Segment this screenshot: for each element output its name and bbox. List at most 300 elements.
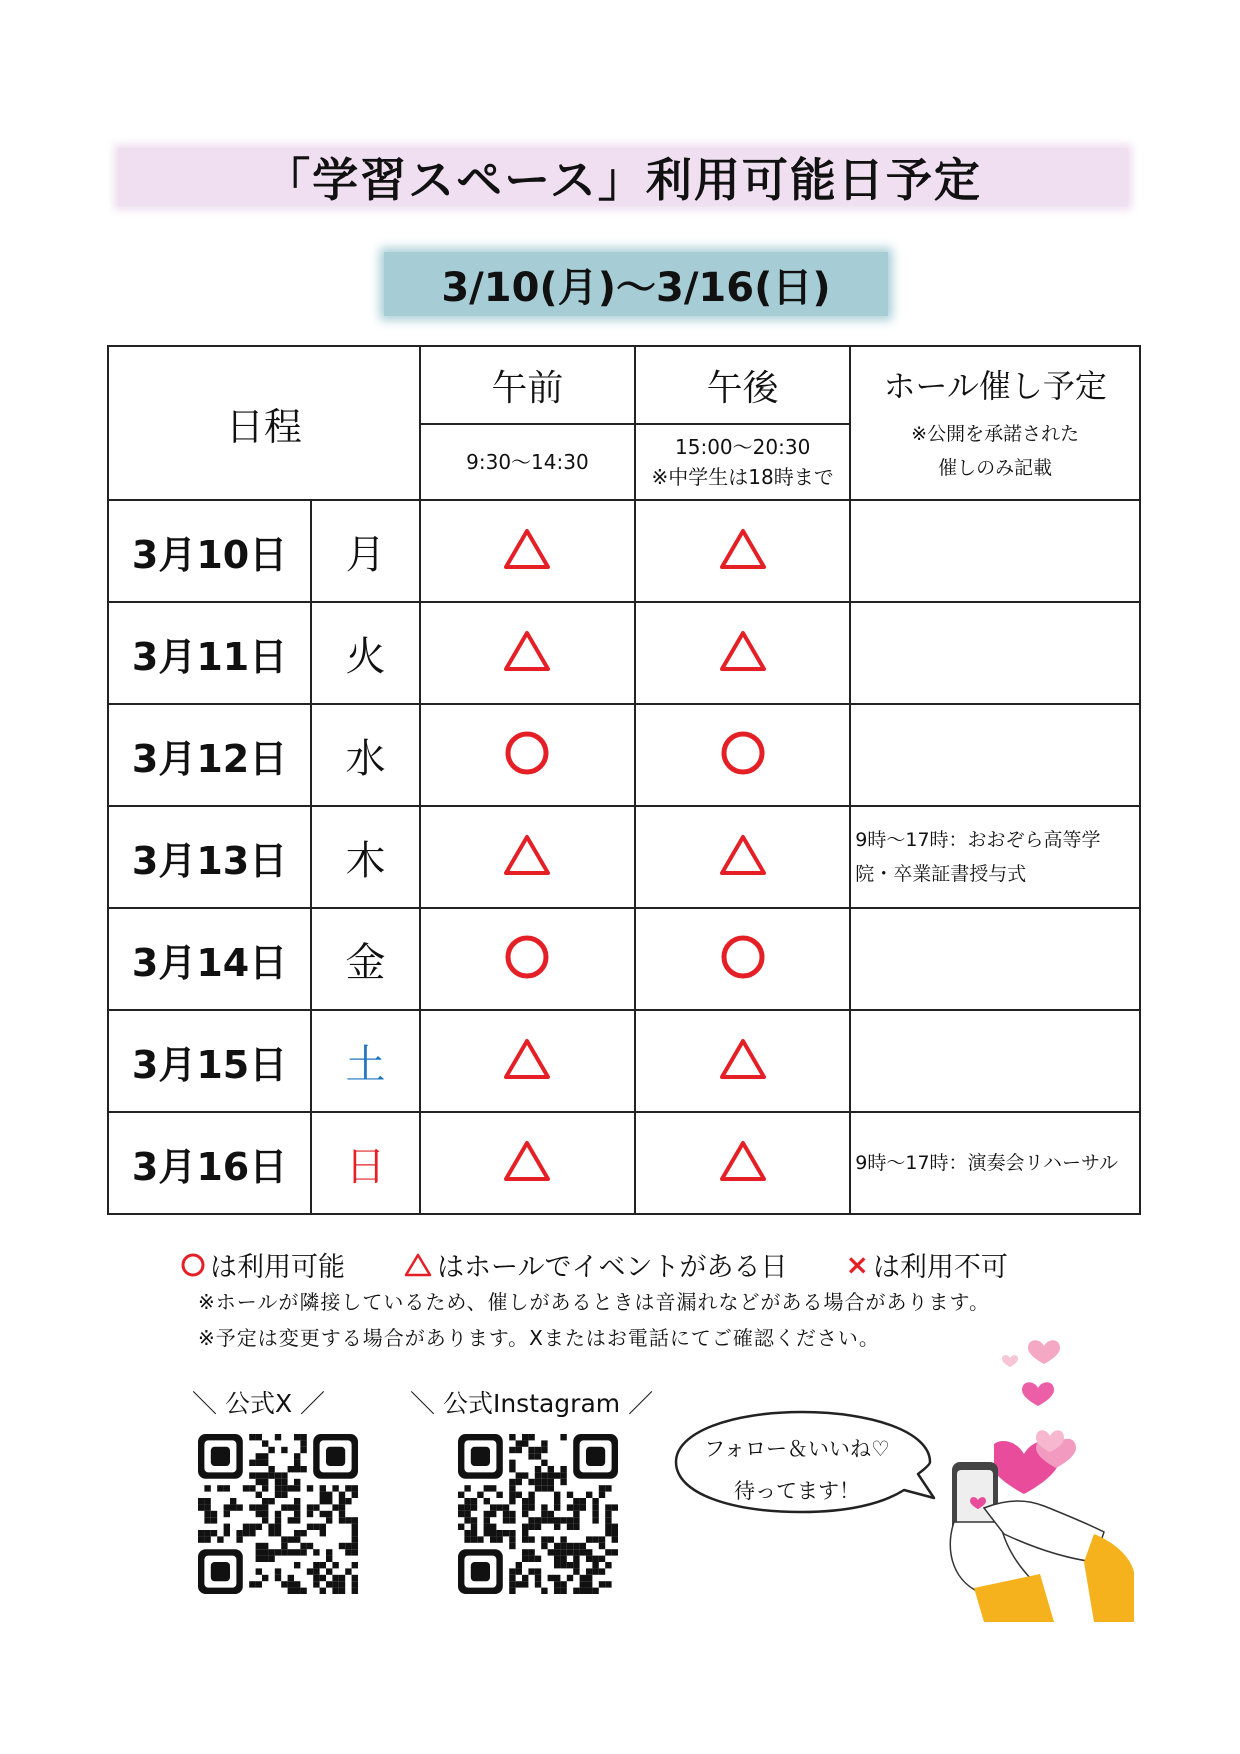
triangle-mark-icon xyxy=(717,526,769,572)
qr-module xyxy=(458,1492,464,1498)
qr-finder-pattern xyxy=(211,1562,230,1581)
qr-module xyxy=(332,1575,338,1581)
qr-module xyxy=(535,1485,541,1491)
qr-module xyxy=(320,1492,326,1498)
qr-module xyxy=(535,1524,541,1530)
qr-module xyxy=(535,1466,541,1472)
qr-module xyxy=(496,1536,502,1542)
qr-module xyxy=(528,1504,534,1510)
qr-module xyxy=(490,1485,496,1491)
qr-module xyxy=(522,1575,528,1581)
qr-module xyxy=(307,1568,313,1574)
qr-module xyxy=(339,1588,345,1594)
qr-module xyxy=(580,1543,586,1549)
qr-module xyxy=(612,1524,618,1530)
date-range: 3/10(月)〜3/16(日) xyxy=(441,264,831,311)
x-qr-code-icon[interactable] xyxy=(198,1434,358,1594)
schedule-table xyxy=(107,345,1141,1215)
qr-module xyxy=(541,1536,547,1542)
qr-module xyxy=(516,1440,522,1446)
qr-module xyxy=(573,1504,579,1510)
qr-module xyxy=(256,1453,262,1459)
qr-module xyxy=(345,1498,351,1504)
qr-module xyxy=(281,1543,287,1549)
qr-module xyxy=(503,1504,509,1510)
qr-module xyxy=(224,1485,230,1491)
qr-module xyxy=(541,1447,547,1453)
qr-module xyxy=(560,1517,566,1523)
note-change: ※予定は変更する場合があります。Xまたはお電話にてご確認ください。 xyxy=(198,1326,880,1350)
qr-module xyxy=(256,1479,262,1485)
qr-module xyxy=(294,1530,300,1536)
qr-module xyxy=(592,1568,598,1574)
qr-module xyxy=(326,1549,332,1555)
qr-module xyxy=(516,1479,522,1485)
qr-module xyxy=(509,1434,515,1440)
qr-module xyxy=(548,1549,554,1555)
qr-module xyxy=(535,1472,541,1478)
triangle-mark-icon xyxy=(501,628,553,674)
qr-module xyxy=(300,1434,306,1440)
qr-module xyxy=(294,1504,300,1510)
qr-module xyxy=(275,1524,281,1530)
qr-module xyxy=(471,1530,477,1536)
qr-module xyxy=(217,1485,223,1491)
qr-module xyxy=(256,1460,262,1466)
row-afternoon-status xyxy=(635,602,850,704)
qr-module xyxy=(509,1498,515,1504)
qr-module xyxy=(528,1447,534,1453)
qr-module xyxy=(560,1556,566,1562)
qr-module xyxy=(528,1549,534,1555)
qr-module xyxy=(313,1568,319,1574)
qr-module xyxy=(352,1530,358,1536)
row-afternoon-status xyxy=(635,704,850,806)
cross-mark-icon: × xyxy=(845,1248,869,1281)
qr-module xyxy=(509,1588,515,1594)
qr-module xyxy=(288,1575,294,1581)
qr-module xyxy=(605,1530,611,1536)
qr-module xyxy=(496,1492,502,1498)
qr-module xyxy=(605,1562,611,1568)
afternoon-time-cell xyxy=(635,424,850,500)
hall-title: ホール催し予定 xyxy=(883,367,1107,405)
qr-module xyxy=(275,1517,281,1523)
qr-module xyxy=(464,1504,470,1510)
qr-module xyxy=(586,1568,592,1574)
qr-module xyxy=(281,1485,287,1491)
instagram-qr-code-icon[interactable] xyxy=(458,1434,618,1594)
date-range-banner xyxy=(384,252,888,316)
row-morning-status xyxy=(420,1010,635,1112)
qr-module xyxy=(262,1498,268,1504)
qr-module xyxy=(236,1504,242,1510)
legend-cross xyxy=(845,1245,1007,1284)
qr-module xyxy=(560,1543,566,1549)
qr-module xyxy=(535,1447,541,1453)
qr-module xyxy=(612,1504,618,1510)
qr-module xyxy=(294,1511,300,1517)
header-hall-events xyxy=(850,346,1140,500)
qr-module xyxy=(554,1588,560,1594)
qr-module xyxy=(268,1472,274,1478)
legend-triangle xyxy=(403,1245,787,1284)
circle-mark-icon xyxy=(504,730,550,776)
header-afternoon: 午後 xyxy=(635,346,850,424)
qr-module xyxy=(586,1536,592,1542)
row-afternoon-status xyxy=(635,1112,850,1214)
circle-mark-icon xyxy=(720,730,766,776)
qr-module xyxy=(484,1517,490,1523)
qr-module xyxy=(484,1498,490,1504)
qr-module xyxy=(352,1485,358,1491)
qr-module xyxy=(580,1575,586,1581)
qr-module xyxy=(490,1536,496,1542)
qr-module xyxy=(236,1530,242,1536)
qr-module xyxy=(275,1549,281,1555)
qr-module xyxy=(541,1543,547,1549)
qr-module xyxy=(560,1434,566,1440)
header-schedule: 日程 xyxy=(108,346,420,500)
row-date: 3月15日 xyxy=(108,1010,311,1112)
qr-module xyxy=(592,1588,598,1594)
qr-module xyxy=(516,1472,522,1478)
qr-module xyxy=(599,1556,605,1562)
qr-module xyxy=(300,1447,306,1453)
row-morning-status xyxy=(420,908,635,1010)
qr-module xyxy=(503,1530,509,1536)
qr-module xyxy=(300,1530,306,1536)
qr-module xyxy=(262,1504,268,1510)
qr-finder-pattern xyxy=(471,1562,490,1581)
qr-module xyxy=(326,1498,332,1504)
qr-module xyxy=(471,1536,477,1542)
qr-module xyxy=(256,1472,262,1478)
qr-module xyxy=(288,1485,294,1491)
qr-module xyxy=(554,1517,560,1523)
qr-module xyxy=(313,1581,319,1587)
row-morning-status xyxy=(420,1112,635,1214)
qr-module xyxy=(288,1466,294,1472)
qr-module xyxy=(249,1504,255,1510)
qr-module xyxy=(256,1434,262,1440)
qr-module xyxy=(464,1517,470,1523)
qr-module xyxy=(599,1485,605,1491)
hall-note-1: ※公開を承諾された xyxy=(911,423,1080,445)
row-day-of-week: 日 xyxy=(311,1112,420,1214)
qr-module xyxy=(275,1434,281,1440)
qr-module xyxy=(522,1530,528,1536)
qr-module xyxy=(560,1581,566,1587)
row-date: 3月11日 xyxy=(108,602,311,704)
qr-module xyxy=(567,1543,573,1549)
qr-module xyxy=(262,1511,268,1517)
legend-cross-text: は利用不可 xyxy=(872,1252,1008,1283)
table-row xyxy=(108,704,1140,806)
qr-module xyxy=(573,1549,579,1555)
qr-module xyxy=(288,1517,294,1523)
qr-module xyxy=(605,1549,611,1555)
qr-module xyxy=(275,1575,281,1581)
qr-module xyxy=(352,1536,358,1542)
morning-time: 9:30〜14:30 xyxy=(420,424,635,500)
qr-module xyxy=(294,1536,300,1542)
table-row xyxy=(108,1112,1140,1214)
row-day-of-week: 金 xyxy=(311,908,420,1010)
qr-module xyxy=(560,1479,566,1485)
qr-module xyxy=(458,1504,464,1510)
qr-module xyxy=(198,1498,204,1504)
row-day-of-week: 木 xyxy=(311,806,420,908)
qr-module xyxy=(528,1479,534,1485)
title-banner xyxy=(118,148,1128,206)
qr-module xyxy=(458,1524,464,1530)
qr-module xyxy=(554,1562,560,1568)
qr-module xyxy=(224,1504,230,1510)
page-title: 「学習スペース」利用可能日予定 xyxy=(264,153,982,207)
qr-module xyxy=(249,1524,255,1530)
row-hall-event: 9時〜17時：おおぞら高等学院・卒業証書授与式 xyxy=(850,806,1140,908)
row-hall-event xyxy=(850,1010,1140,1112)
qr-module xyxy=(275,1485,281,1491)
qr-module xyxy=(288,1504,294,1510)
triangle-mark-icon xyxy=(717,1036,769,1082)
qr-module xyxy=(522,1581,528,1587)
qr-module xyxy=(211,1530,217,1536)
bubble-line-1: フォロー＆いいね♡ xyxy=(704,1437,890,1461)
qr-module xyxy=(522,1434,528,1440)
qr-module xyxy=(320,1562,326,1568)
row-date: 3月10日 xyxy=(108,500,311,602)
qr-module xyxy=(256,1492,262,1498)
qr-module xyxy=(307,1524,313,1530)
qr-module xyxy=(281,1447,287,1453)
qr-module xyxy=(522,1549,528,1555)
qr-module xyxy=(496,1504,502,1510)
qr-module xyxy=(256,1581,262,1587)
qr-module xyxy=(560,1472,566,1478)
qr-module xyxy=(313,1575,319,1581)
qr-module xyxy=(249,1472,255,1478)
qr-module xyxy=(352,1575,358,1581)
qr-module xyxy=(464,1511,470,1517)
hall-note-2: 催しのみ記載 xyxy=(938,457,1053,479)
qr-module xyxy=(204,1511,210,1517)
row-morning-status xyxy=(420,602,635,704)
qr-module xyxy=(490,1511,496,1517)
qr-module xyxy=(230,1498,236,1504)
qr-module xyxy=(573,1498,579,1504)
qr-module xyxy=(294,1517,300,1523)
qr-module xyxy=(548,1511,554,1517)
qr-module xyxy=(320,1530,326,1536)
row-date: 3月12日 xyxy=(108,704,311,806)
row-afternoon-status xyxy=(635,908,850,1010)
qr-module xyxy=(554,1549,560,1555)
qr-module xyxy=(503,1517,509,1523)
qr-finder-pattern xyxy=(211,1447,230,1466)
qr-module xyxy=(560,1588,566,1594)
qr-module xyxy=(275,1472,281,1478)
qr-module xyxy=(339,1504,345,1510)
qr-module xyxy=(243,1485,249,1491)
qr-module xyxy=(541,1485,547,1491)
qr-module xyxy=(509,1492,515,1498)
qr-module xyxy=(509,1460,515,1466)
qr-module xyxy=(262,1556,268,1562)
qr-module xyxy=(522,1524,528,1530)
row-day-of-week: 火 xyxy=(311,602,420,704)
qr-module xyxy=(464,1536,470,1542)
triangle-mark-icon xyxy=(717,1138,769,1184)
row-morning-status xyxy=(420,500,635,602)
qr-module xyxy=(605,1485,611,1491)
qr-module xyxy=(243,1530,249,1536)
qr-module xyxy=(339,1511,345,1517)
qr-module xyxy=(522,1556,528,1562)
qr-module xyxy=(573,1588,579,1594)
circle-mark-icon xyxy=(720,934,766,980)
qr-module xyxy=(256,1568,262,1574)
qr-module xyxy=(294,1498,300,1504)
qr-module xyxy=(560,1549,566,1555)
qr-module xyxy=(554,1472,560,1478)
qr-module xyxy=(477,1536,483,1542)
bubble-line-2: 待ってます！ xyxy=(734,1479,860,1503)
qr-module xyxy=(198,1504,204,1510)
qr-module xyxy=(352,1581,358,1587)
qr-finder-pattern xyxy=(471,1447,490,1466)
qr-module xyxy=(528,1568,534,1574)
qr-module xyxy=(236,1536,242,1542)
qr-module xyxy=(580,1549,586,1555)
table-row xyxy=(108,806,1140,908)
qr-module xyxy=(528,1517,534,1523)
qr-module xyxy=(204,1504,210,1510)
qr-module xyxy=(281,1581,287,1587)
legend xyxy=(180,1245,1066,1284)
row-hall-event: 9時〜17時：演奏会リハーサル xyxy=(850,1112,1140,1214)
qr-module xyxy=(249,1530,255,1536)
table-row xyxy=(108,602,1140,704)
qr-module xyxy=(345,1517,351,1523)
qr-module xyxy=(509,1485,515,1491)
legend-circle-text: は利用可能 xyxy=(210,1252,345,1283)
row-afternoon-status xyxy=(635,806,850,908)
sns-instagram-label: ＼ 公式Instagram ／ xyxy=(410,1389,654,1418)
qr-module xyxy=(313,1524,319,1530)
qr-module xyxy=(352,1517,358,1523)
qr-module xyxy=(541,1472,547,1478)
qr-module xyxy=(522,1511,528,1517)
qr-module xyxy=(509,1479,515,1485)
qr-module xyxy=(605,1517,611,1523)
qr-module xyxy=(528,1524,534,1530)
qr-module xyxy=(204,1485,210,1491)
qr-module xyxy=(288,1536,294,1542)
row-hall-event xyxy=(850,602,1140,704)
qr-module xyxy=(294,1549,300,1555)
qr-module xyxy=(198,1530,204,1536)
qr-module xyxy=(541,1504,547,1510)
qr-module xyxy=(612,1549,618,1555)
qr-module xyxy=(320,1511,326,1517)
qr-module xyxy=(535,1575,541,1581)
qr-module xyxy=(268,1530,274,1536)
qr-module xyxy=(332,1485,338,1491)
qr-module xyxy=(548,1479,554,1485)
qr-module xyxy=(509,1511,515,1517)
qr-module xyxy=(307,1485,313,1491)
qr-module xyxy=(528,1492,534,1498)
qr-module xyxy=(281,1549,287,1555)
qr-module xyxy=(516,1581,522,1587)
qr-module xyxy=(262,1460,268,1466)
qr-module xyxy=(281,1472,287,1478)
qr-module xyxy=(567,1504,573,1510)
legend-circle xyxy=(180,1245,345,1284)
qr-module xyxy=(573,1556,579,1562)
qr-module xyxy=(211,1517,217,1523)
row-day-of-week: 月 xyxy=(311,500,420,602)
qr-module xyxy=(535,1556,541,1562)
qr-module xyxy=(339,1575,345,1581)
qr-module xyxy=(567,1517,573,1523)
qr-module xyxy=(573,1568,579,1574)
qr-module xyxy=(586,1581,592,1587)
qr-module xyxy=(548,1466,554,1472)
qr-module xyxy=(262,1543,268,1549)
qr-module xyxy=(605,1524,611,1530)
row-date: 3月14日 xyxy=(108,908,311,1010)
qr-module xyxy=(294,1581,300,1587)
qr-module xyxy=(528,1434,534,1440)
qr-module xyxy=(339,1498,345,1504)
qr-module xyxy=(275,1530,281,1536)
qr-module xyxy=(211,1511,217,1517)
qr-module xyxy=(262,1575,268,1581)
qr-module xyxy=(471,1524,477,1530)
qr-module xyxy=(599,1536,605,1542)
qr-module xyxy=(268,1466,274,1472)
qr-module xyxy=(352,1588,358,1594)
qr-module xyxy=(592,1511,598,1517)
qr-module xyxy=(339,1517,345,1523)
qr-module xyxy=(528,1536,534,1542)
qr-module xyxy=(548,1485,554,1491)
qr-module xyxy=(268,1556,274,1562)
qr-module xyxy=(554,1575,560,1581)
qr-module xyxy=(599,1492,605,1498)
table-row xyxy=(108,908,1140,1010)
qr-module xyxy=(204,1498,210,1504)
qr-module xyxy=(612,1536,618,1542)
qr-module xyxy=(294,1460,300,1466)
qr-module xyxy=(548,1575,554,1581)
qr-module xyxy=(262,1517,268,1523)
qr-module xyxy=(484,1511,490,1517)
note-noise: ※ホールが隣接しているため、催しがあるときは音漏れなどがある場合があります。 xyxy=(198,1290,990,1314)
qr-module xyxy=(326,1511,332,1517)
qr-module xyxy=(326,1492,332,1498)
qr-module xyxy=(599,1543,605,1549)
qr-module xyxy=(268,1549,274,1555)
qr-module xyxy=(320,1575,326,1581)
qr-module xyxy=(320,1588,326,1594)
qr-module xyxy=(535,1568,541,1574)
qr-module xyxy=(509,1466,515,1472)
qr-module xyxy=(249,1581,255,1587)
